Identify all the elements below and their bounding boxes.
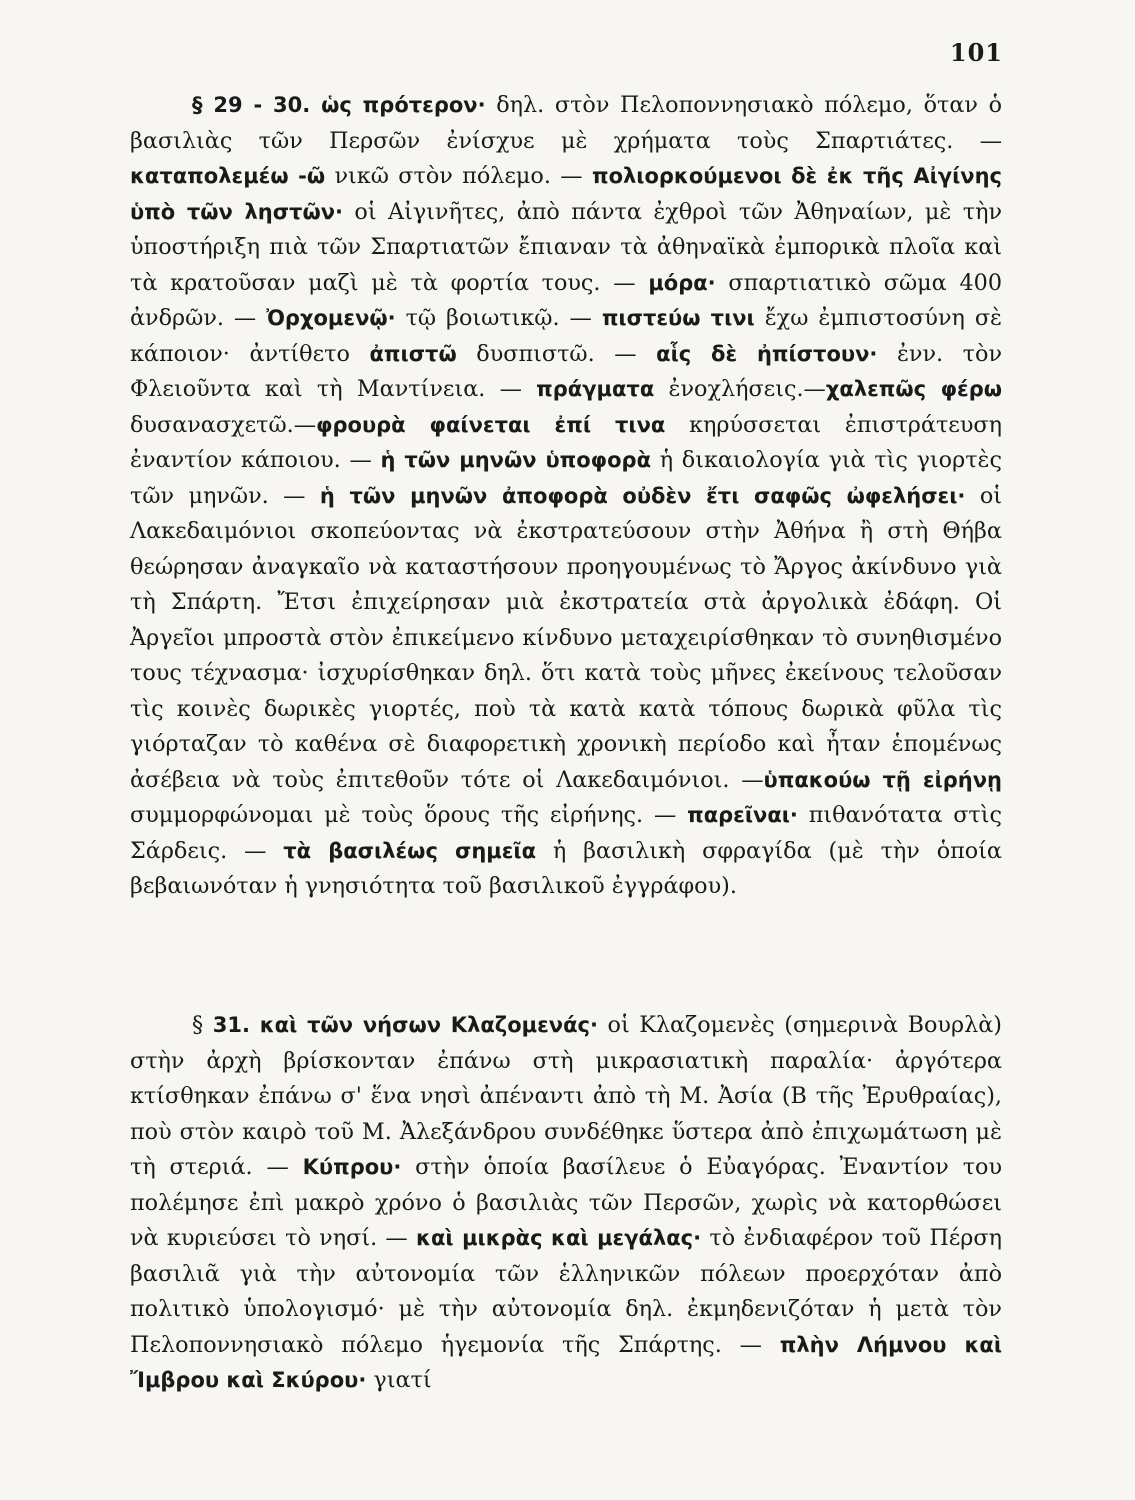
commentary-text: ἐνοχλήσεις.— — [654, 376, 826, 402]
lemma-headword: τὰ βασιλέως σημεῖα — [283, 838, 537, 863]
commentary-text: πιθανότατα στὶς Σάρδεις. — — [130, 802, 1002, 864]
lemma-headword: μόρα· — [648, 270, 716, 295]
lemma-headword: παρεῖναι· — [687, 803, 798, 827]
commentary-text: οἱ Αἰγινῆτες, ἀπὸ πάντα ἐχθροὶ τῶν Ἀθηναίων, μὲ τὴν ὑποστήριξη πιὰ τῶν Σπαρτιατῶν ἔπιαναν τὰ ἀθηναϊκὰ ἐμπορικὰ πλοῖα καὶ τὰ κρατοῦσαν μαζὶ μὲ τὰ φορτία τους. — — [130, 198, 1002, 296]
commentary-text: νικῶ στὸν πόλεμο. — — [325, 163, 592, 189]
lemma-headword: καταπολεμέω -ῶ — [130, 164, 326, 188]
commentary-text: ἐνν. τὸν Φλειοῦντα καὶ τὴ Μαντίνεια. — — [130, 340, 1002, 402]
lemma-headword: § — [192, 93, 214, 117]
paragraph-2-content — [130, 1012, 1002, 1393]
lemma-headword: χαλεπῶς φέρω — [825, 377, 1002, 401]
commentary-text: δυσανασχετῶ.— — [130, 411, 317, 438]
lemma-headword: πλὴν Λήμνου καὶ Ἴμβρου καὶ Σκύρου· — [130, 1332, 1002, 1392]
lemma-headword: ἡ τῶν μηνῶν ἀποφορὰ οὐδὲν ἔτι σαφῶς ὠφελήσει· — [319, 483, 966, 508]
page-number: 101 — [949, 38, 1003, 67]
lemma-headword: ἡ τῶν μηνῶν ὑποφορὰ — [380, 448, 651, 472]
commentary-text: συμμορφώνομαι μὲ τοὺς ὅρους τῆς εἰρήνης. — — [130, 802, 688, 828]
lemma-headword: ἀπιστῶ — [369, 341, 457, 366]
lemma-headword: 31. καὶ τῶν νήσων Κλαζομενάς· — [212, 1013, 598, 1037]
commentary-text: δηλ. στὸν Πελοποννησιακὸ πόλεμο, ὅταν ὁ βασιλιὰς τῶν Περσῶν ἐνίσχυε μὲ χρήματα τοὺς Σπαρτιάτες. — — [130, 92, 1003, 154]
lemma-headword: ὑπακούω τῇ εἰρήνῃ — [763, 767, 1002, 792]
commentary-text: οἱ Κλαζομενὲς (σημερινὰ Βουρλὰ) στὴν ἀρχὴ βρίσκονταν ἐπάνω στὴ μικρασιατικὴ παραλία· ἀργότερα κτίσθηκαν ἐπάνω σ' ἕνα νησὶ ἀπέναντι ἀπὸ τὴ Μ. Ἀσία (Β τῆς Ἐρυθραίας), ποὺ στὸν καιρὸ τοῦ Μ. Ἀλεξάνδρου συνδέθηκε ὕστερα ἀπὸ ἐπιχωμάτωση μὲ τὴ στεριά. — — [130, 1012, 1002, 1180]
commentary-text: τὸ ἐνδιαφέρον τοῦ Πέρση βασιλιᾶ γιὰ τὴν αὐτονομία τῶν ἑλληνικῶν πόλεων προερχόταν ἀπὸ πολιτικὸ ὑπολογισμό· μὲ τὴν αὐτονομία δηλ. ἐκμηδενιζόταν ἡ μετὰ τὸν Πελοποννησιακὸ πόλεμο ἡγεμονία τῆς Σπάρτης. — — [130, 1225, 1002, 1358]
commentary-text: στὴν ὁποία βασίλευε ὁ Εὐαγόρας. Ἐναντίον του πολέμησε ἐπὶ μακρὸ χρόνο ὁ βασιλιὰς τῶν Περσῶν, χωρὶς νὰ κατορθώσει νὰ κυριεύσει τὸ νησί. — — [130, 1154, 1003, 1251]
commentary-text: κηρύσσεται ἐπιστράτευση ἐναντίον κάποιου. — — [130, 411, 1002, 473]
commentary-text: οἱ Λακεδαιμόνιοι σκοπεύοντας νὰ ἐκστρατεύσουν στὴν Ἀθήνα ἢ στὴ Θήβα θεώρησαν ἀναγκαῖο νὰ καταστήσουν προηγουμένως τὸ Ἄργος ἀκίνδυνο γιὰ τὴ Σπάρτη. Ἔτσι ἐπιχείρησαν μιὰ ἐκστρατεία στὰ ἀργολικὰ ἐδάφη. Οἱ Ἀργεῖοι μπροστὰ στὸν ἐπικείμενο κίνδυνο μεταχειρίσθηκαν τὸ συνηθισμένο τους τέχνασμα· ἰσχυρίσθηκαν δηλ. ὅτι κατὰ τοὺς μῆνες ἐκείνους τελοῦσαν τὶς κοινὲς δωρικὲς γιορτές, ποὺ τὰ κατὰ κατὰ τόπους δωρικὰ φῦλα τὶς γιόρταζαν τὸ καθένα σὲ διαφορετικὴ χρονικὴ περίοδο καὶ ἦταν ἑπομένως ἀσέβεια νὰ τοὺς ἐπιτεθοῦν τότε οἱ Λακεδαιμόνιοι. — — [130, 482, 1002, 793]
commentary-paragraph-31 — [130, 1008, 1002, 1399]
commentary-text: δυσπιστῶ. — — [456, 340, 657, 367]
lemma-headword: Κύπρου· — [302, 1155, 402, 1179]
commentary-text: ἡ δικαιολογία γιὰ τὶς γιορτὲς τῶν μηνῶν. — — [130, 447, 1002, 509]
commentary-text: σπαρτιατικὸ σῶμα 400 ἀνδρῶν. — — [130, 269, 1002, 331]
commentary-text: γιατί — [366, 1367, 432, 1393]
lemma-headword: πολιορκούμενοι δὲ ἐκ τῆς Αἰγίνης ὑπὸ τῶν ληστῶν· — [130, 164, 1002, 224]
lemma-headword: καὶ μικρὰς καὶ μεγάλας· — [416, 1226, 702, 1250]
lemma-headword: αἷς δὲ ἠπίστουν· — [656, 341, 878, 366]
lemma-headword: φρουρὰ φαίνεται ἐπί τινα — [316, 412, 666, 437]
paragraph-1-content — [130, 92, 1002, 899]
commentary-text: τῷ βοιωτικῷ. — — [395, 305, 602, 331]
lemma-headword: 29 - 30. ὡς πρότερον· — [213, 93, 486, 117]
commentary-text: § — [192, 1012, 213, 1038]
lemma-headword: πιστεύω τινι — [601, 306, 755, 330]
commentary-text: ἡ βασιλικὴ σφραγίδα (μὲ τὴν ὁποία βεβαιωνόταν ἡ γνησιότητα τοῦ βασιλικοῦ ἐγγράφου). — [130, 837, 1002, 899]
commentary-text: ἔχω ἐμπιστοσύνη σὲ κάποιον· ἀντίθετο — [130, 305, 1003, 367]
lemma-headword: Ὀρχομενῷ· — [266, 306, 396, 330]
lemma-headword: πράγματα — [536, 377, 655, 401]
commentary-paragraph-29-30 — [130, 88, 1002, 905]
